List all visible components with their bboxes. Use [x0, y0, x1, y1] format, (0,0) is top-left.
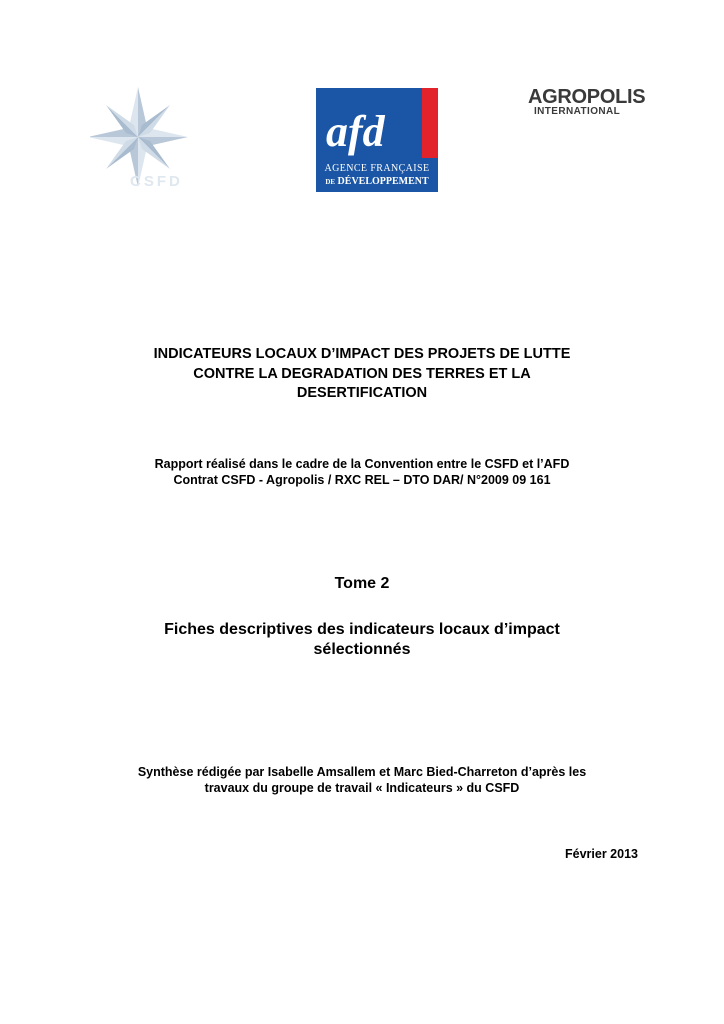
synthese-line-1: Synthèse rédigée par Isabelle Amsallem et Marc Bied-Charreton d’après les: [137, 765, 587, 779]
document-title: [60, 345, 664, 404]
report-info: [60, 456, 664, 488]
afd-logo-line2-text: DÉVELOPPEMENT: [337, 176, 429, 187]
synthese-credit: [60, 764, 664, 796]
subtitle-line-2: sélectionnés: [313, 641, 411, 658]
agropolis-logo: [524, 86, 644, 122]
title-line-1: INDICATEURS LOCAUX D’IMPACT DES PROJETS DE LUTTE: [153, 346, 571, 362]
afd-logo: [316, 88, 438, 192]
report-line-2: Contrat CSFD - Agropolis / RXC REL – DTO DAR/ N°2009 09 161: [173, 473, 551, 487]
agropolis-logo-sub: INTERNATIONAL: [534, 106, 621, 117]
title-line-3: DESERTIFICATION: [296, 385, 428, 401]
afd-logo-line2: [316, 176, 438, 187]
subtitle-line-1: Fiches descriptives des indicateurs locaux d’impact: [164, 621, 560, 638]
synthese-line-2: travaux du groupe de travail « Indicateurs » du CSFD: [204, 781, 520, 795]
afd-red-band: [422, 88, 438, 158]
report-line-1: Rapport réalisé dans le cadre de la Convention entre le CSFD et l’AFD: [154, 457, 570, 471]
afd-logo-line1: AGENCE FRANÇAISE: [324, 163, 430, 174]
agropolis-logo-main: AGROPOLIS: [528, 86, 646, 108]
csfd-logo: [90, 85, 225, 195]
tome-heading: Tome 2: [334, 575, 390, 592]
document-subtitle: [60, 620, 664, 660]
csfd-logo-text: CSFD: [130, 173, 183, 190]
document-date: Février 2013: [565, 847, 638, 861]
title-line-2: CONTRE LA DEGRADATION DES TERRES ET LA: [193, 365, 531, 382]
afd-logo-mark: afd: [326, 107, 385, 156]
afd-logo-line2-prefix: DE: [325, 178, 336, 186]
